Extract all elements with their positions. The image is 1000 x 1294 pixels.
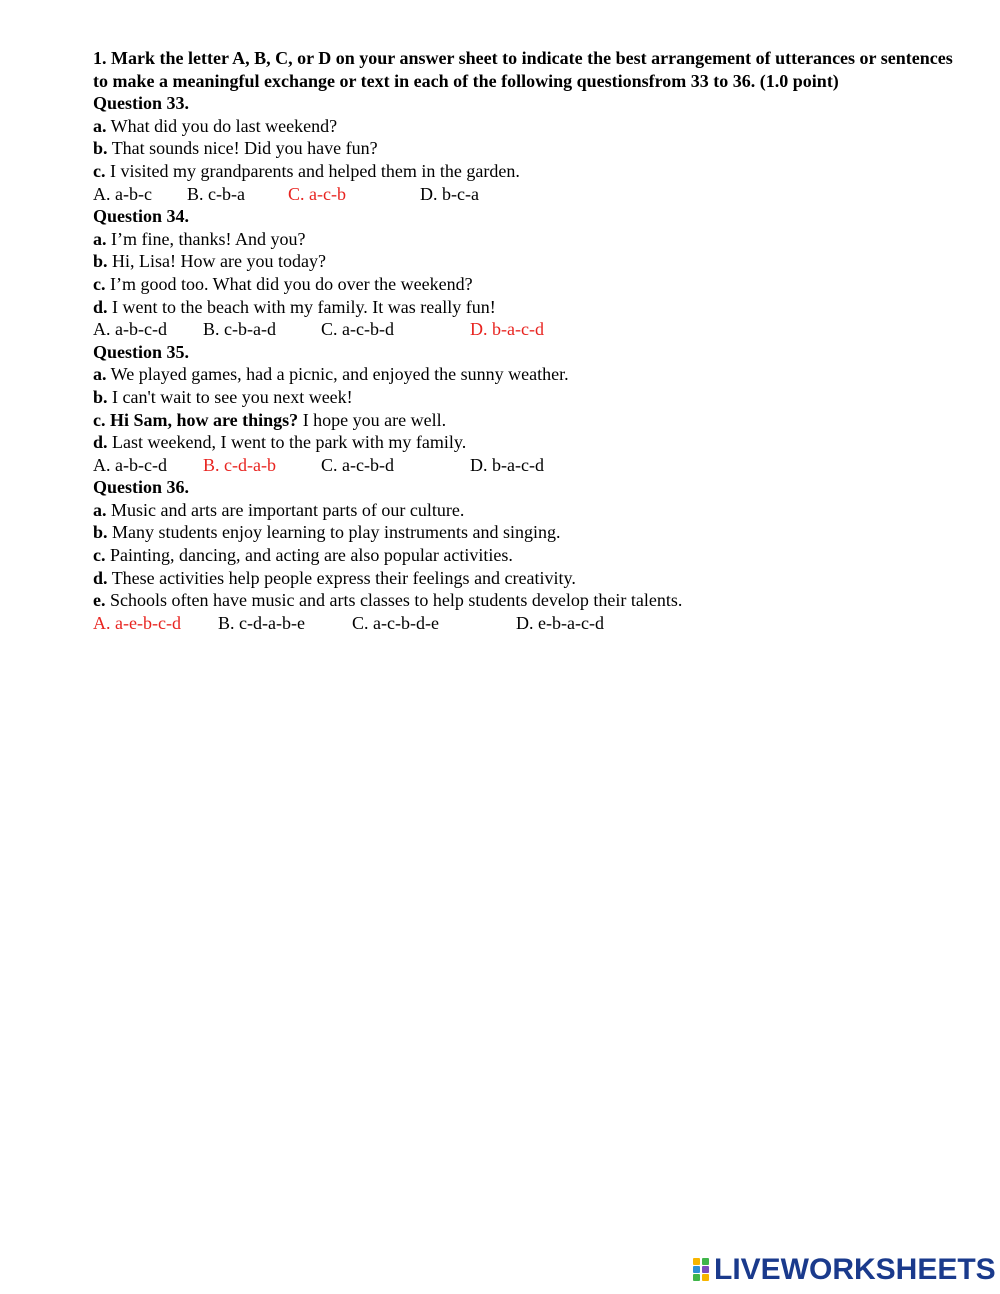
- utterance-line: [93, 273, 961, 296]
- answer-options: [93, 612, 961, 635]
- question-34: [93, 205, 961, 341]
- utterance-label: a.: [93, 364, 107, 385]
- utterance-label: e.: [93, 590, 106, 611]
- utterance-line: [93, 521, 961, 544]
- liveworksheets-logo-icon: [693, 1258, 711, 1282]
- utterance-label: a.: [93, 228, 107, 249]
- utterance-label: b.: [93, 522, 108, 543]
- utterance-line: [93, 386, 961, 409]
- utterance-line: [93, 115, 961, 138]
- option-b[interactable]: B. c-b-a-d: [203, 319, 276, 340]
- option-c[interactable]: C. a-c-b-d-e: [352, 612, 439, 633]
- utterance-text: I’m good too. What did you do over the weekend?: [105, 273, 473, 294]
- answer-options: [93, 318, 961, 341]
- utterance-label: b.: [93, 251, 108, 272]
- utterance-text: Many students enjoy learning to play instruments and singing.: [107, 522, 561, 543]
- utterance-line: [93, 363, 961, 386]
- option-d[interactable]: D. b-c-a: [420, 183, 479, 204]
- option-a-correct[interactable]: A. a-e-b-c-d: [93, 612, 181, 633]
- option-d[interactable]: D. b-a-c-d: [470, 454, 544, 475]
- utterance-label: d.: [93, 296, 108, 317]
- option-b[interactable]: B. c-b-a: [187, 183, 245, 204]
- option-a[interactable]: A. a-b-c-d: [93, 319, 167, 340]
- utterance-line: [93, 431, 961, 454]
- utterance-text: I hope you are well.: [298, 409, 447, 430]
- question-35: [93, 341, 961, 477]
- option-c[interactable]: C. a-c-b-d: [321, 454, 394, 475]
- utterance-line: [93, 544, 961, 567]
- option-c-correct[interactable]: C. a-c-b: [288, 183, 346, 204]
- option-d-correct[interactable]: D. b-a-c-d: [470, 319, 544, 340]
- option-b-correct[interactable]: B. c-d-a-b: [203, 454, 276, 475]
- utterance-line: [93, 228, 961, 251]
- question-33: [93, 92, 961, 205]
- utterance-text: Hi, Lisa! How are you today?: [107, 251, 326, 272]
- question-title: Question 33.: [93, 93, 190, 114]
- utterance-text: What did you do last weekend?: [106, 115, 338, 136]
- question-title: Question 35.: [93, 341, 190, 362]
- utterance-label: b.: [93, 138, 108, 159]
- question-title: Question 36.: [93, 477, 190, 498]
- liveworksheets-logo: [693, 1255, 996, 1285]
- utterance-text: These activities help people express their feelings and creativity.: [107, 567, 576, 588]
- utterance-text: Last weekend, I went to the park with my family.: [107, 432, 467, 453]
- utterance-text: That sounds nice! Did you have fun?: [107, 138, 378, 159]
- utterance-line: [93, 160, 961, 183]
- utterance-label: c.: [93, 273, 106, 294]
- utterance-text: I’m fine, thanks! And you?: [106, 228, 306, 249]
- utterance-line: [93, 137, 961, 160]
- option-a[interactable]: A. a-b-c: [93, 183, 152, 204]
- utterance-label: d.: [93, 567, 108, 588]
- utterance-label: d.: [93, 432, 108, 453]
- question-36: [93, 476, 961, 634]
- utterance-text: Painting, dancing, and acting are also popular activities.: [105, 545, 513, 566]
- option-d[interactable]: D. e-b-a-c-d: [516, 612, 604, 633]
- utterance-label: b.: [93, 386, 108, 407]
- utterance-text: I went to the beach with my family. It was really fun!: [107, 296, 496, 317]
- utterance-line: [93, 589, 961, 612]
- utterance-label: a.: [93, 115, 107, 136]
- utterance-text: I can't wait to see you next week!: [107, 386, 353, 407]
- utterance-text: Schools often have music and arts classes to help students develop their talents.: [105, 590, 683, 611]
- utterance-text: We played games, had a picnic, and enjoyed the sunny weather.: [106, 364, 569, 385]
- utterance-label: a.: [93, 499, 107, 520]
- option-b[interactable]: B. c-d-a-b-e: [218, 612, 305, 633]
- utterance-label: c. Hi Sam, how are things?: [93, 409, 299, 430]
- instruction-heading: 1. Mark the letter A, B, C, or D on your answer sheet to indicate the best arrangement of utterances or sentences to make a meaningful exchange or text in each of the following questionsfrom 33 to 36. (1.0 point): [93, 48, 953, 91]
- worksheet-content: [93, 47, 961, 634]
- option-a[interactable]: A. a-b-c-d: [93, 454, 167, 475]
- liveworksheets-logo-text: LIVEWORKSHEETS: [714, 1253, 996, 1286]
- utterance-label: c.: [93, 545, 106, 566]
- utterance-text: I visited my grandparents and helped them in the garden.: [105, 160, 520, 181]
- utterance-line: [93, 567, 961, 590]
- utterance-line: [93, 499, 961, 522]
- answer-options: [93, 454, 961, 477]
- utterance-line: [93, 250, 961, 273]
- question-title: Question 34.: [93, 206, 190, 227]
- utterance-line: [93, 409, 961, 432]
- answer-options: [93, 183, 961, 206]
- option-c[interactable]: C. a-c-b-d: [321, 319, 394, 340]
- utterance-label: c.: [93, 160, 106, 181]
- utterance-text: Music and arts are important parts of our culture.: [106, 499, 465, 520]
- utterance-line: [93, 296, 961, 319]
